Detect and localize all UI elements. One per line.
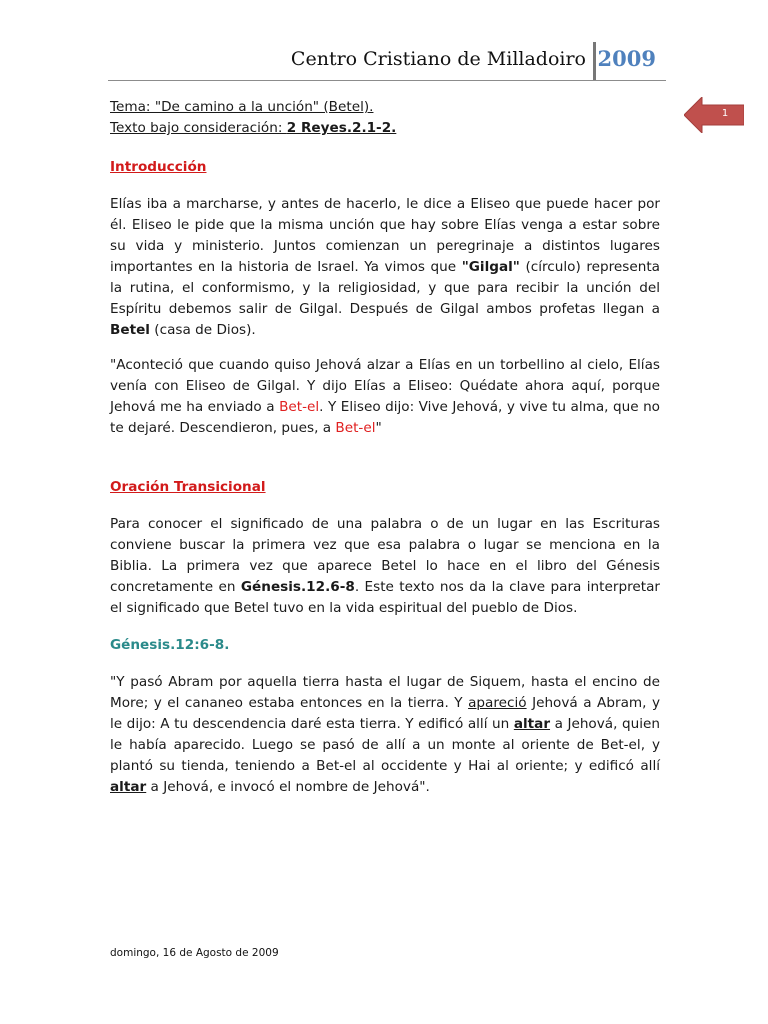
header-year: 2009 bbox=[597, 46, 656, 71]
page-number: 1 bbox=[721, 108, 729, 119]
page-number-arrow bbox=[684, 97, 744, 133]
gilgal-term: "Gilgal" bbox=[461, 259, 520, 275]
genesis-reference: Génesis.12.6-8 bbox=[240, 579, 355, 595]
introduccion-paragraph bbox=[110, 194, 660, 341]
oracion-paragraph bbox=[110, 514, 660, 619]
text-run: " bbox=[375, 420, 382, 436]
oracion-heading: Oración Transicional bbox=[110, 479, 266, 495]
document-body bbox=[110, 97, 660, 798]
text-run: . Y Eliseo dijo: Vive Jehová, y vive tu alma, que no te dejaré. Descendieron, pues, a bbox=[110, 399, 660, 436]
bet-el-highlight: Bet-el bbox=[279, 399, 320, 415]
texto-label: Texto bajo consideración: bbox=[110, 120, 287, 136]
text-run: Jehová a Abram, y le dijo: A tu descendencia daré esta tierra. Y edificó allí un bbox=[110, 695, 660, 732]
text-run: Para conocer el significado de una palabra o de un lugar en las Escrituras conviene buscar la primera vez que esa palabra o lugar se menciona en la Biblia. La primera vez que aparece Betel lo hace en el libro del Génesis concretamente en bbox=[110, 516, 660, 595]
texto-reference: 2 Reyes.2.1-2. bbox=[286, 120, 397, 136]
betel-term: Betel bbox=[110, 322, 150, 338]
introduccion-heading: Introducción bbox=[110, 159, 207, 175]
text-run: (círculo) representa la rutina, el conformismo, y la religiosidad, y que para recibir la unción del Espíritu debemos salir de Gilgal. Después de Gilgal ambos profetas llegan a bbox=[110, 259, 660, 317]
text-run: "Aconteció que cuando quiso Jehová alzar a Elías en un torbellino al cielo, Elías venía con Eliseo de Gilgal. Y dijo Elías a Eliseo: Quédate ahora aquí, porque Jehová me ha enviado a bbox=[110, 357, 660, 415]
footer-date: domingo, 16 de Agosto de 2009 bbox=[110, 947, 279, 959]
texto-line bbox=[110, 118, 660, 139]
aparecio-term: apareció bbox=[468, 695, 527, 711]
header-title: Centro Cristiano de Milladoiro bbox=[290, 48, 586, 70]
text-run: "Y pasó Abram por aquella tierra hasta el lugar de Siquem, hasta el encino de More; y el cananeo estaba entonces en la tierra. Y bbox=[110, 674, 660, 711]
altar-term: altar bbox=[513, 716, 551, 732]
text-run: (casa de Dios). bbox=[149, 322, 256, 338]
text-run: a Jehová, quien le había aparecido. Luego se pasó de allí a un monte al oriente de Bet-el, y plantó su tienda, teniendo a Bet-el al occidente y Hai al oriente; y edificó allí bbox=[110, 716, 660, 774]
header-separator bbox=[593, 42, 596, 80]
genesis-quote bbox=[110, 672, 660, 798]
tema-line: Tema: "De camino a la unción" (Betel). bbox=[110, 99, 374, 115]
text-run: Elías iba a marcharse, y antes de hacerlo, le dice a Eliseo que puede hacer por él. Eliseo le pide que la misma unción que hay sobre Elías venga a estar sobre su vida y ministerio. Juntos comienzan un peregrinaje a distintos lugares importantes en la historia de Israel. Ya vimos que bbox=[110, 196, 660, 275]
text-run: . Este texto nos da la clave para interpretar el significado que Betel tuvo en la vida espiritual del pueblo de Dios. bbox=[110, 579, 660, 616]
altar-term: altar bbox=[110, 779, 147, 795]
genesis-heading: Génesis.12:6-8. bbox=[110, 637, 230, 653]
page-header bbox=[108, 40, 666, 81]
introduccion-quote bbox=[110, 355, 660, 439]
text-run: a Jehová, e invocó el nombre de Jehová". bbox=[146, 779, 430, 795]
bet-el-highlight: Bet-el bbox=[335, 420, 376, 436]
